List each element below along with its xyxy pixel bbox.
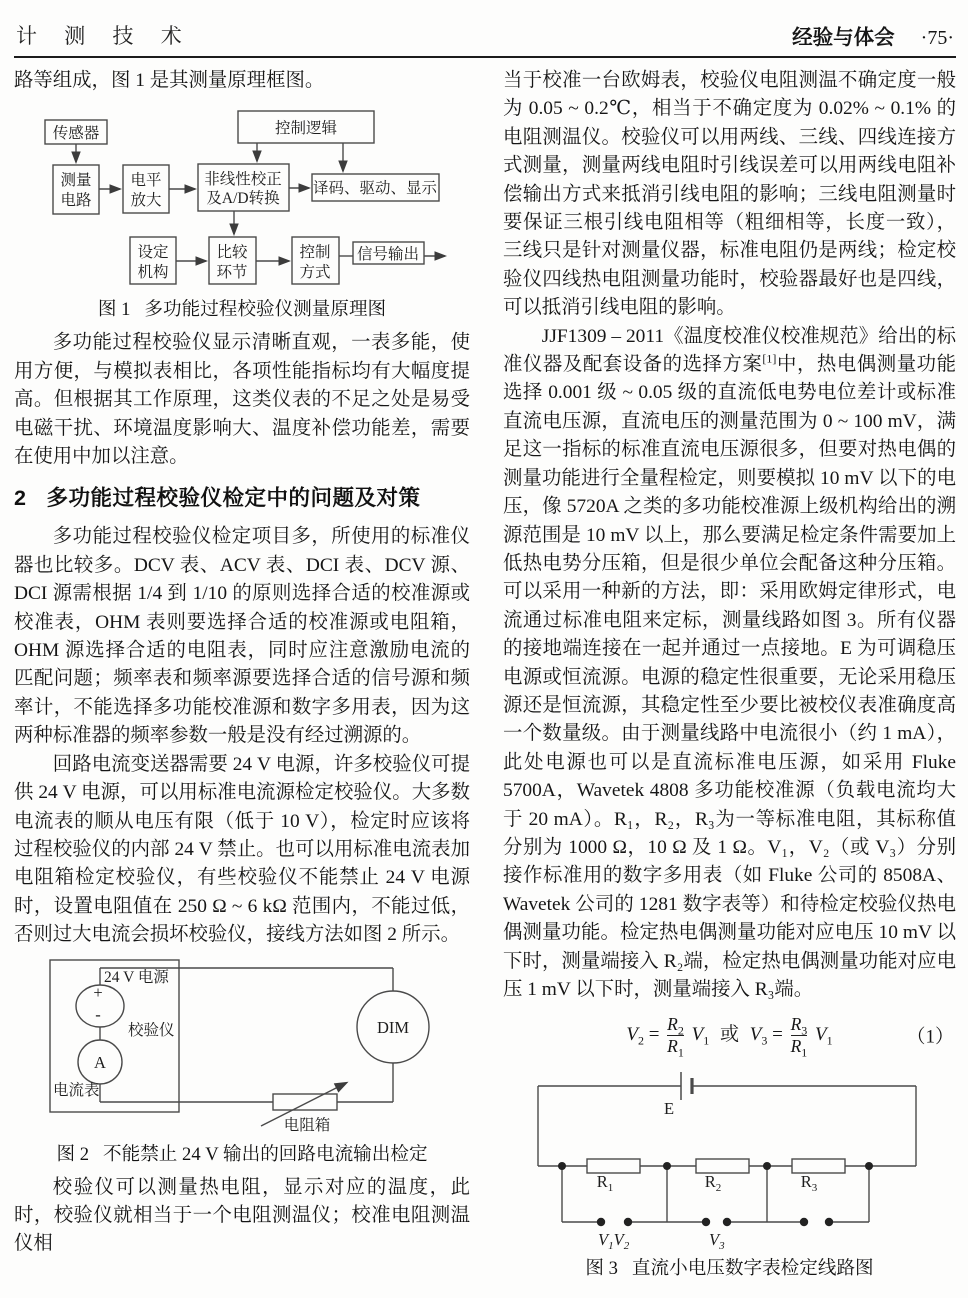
flow-label-control-mode: 控制方式: [299, 244, 331, 282]
terminal-dot: [723, 1218, 731, 1226]
paragraph-c: 回路电流变送器需要 24 V 电源，许多校验仪可提供 24 V 电源，可以用标准电流源检定校验仪。大多数电流表的顺从电压有限（低于 10 V），检定时应该将过程校验仪的内部 24 V 禁止。也可以用标准电流表加电阻箱检定校验仪，有些校验仪不能禁止 24 V 电源时，设置电阻值在 250 Ω ~ 6 kΩ 范围内，不能过低，否则过大电流会损坏校验仪，接线方法如图 2 所示。: [14, 753, 470, 946]
page-number: ·75·: [920, 27, 954, 49]
resistor-r3-symbol: [792, 1159, 845, 1173]
section-heading-text: 多功能过程校验仪检定中的问题及对策: [46, 486, 421, 511]
ammeter-symbol: A: [94, 1052, 106, 1072]
section-heading-2: [14, 481, 470, 512]
terminal-dot: [825, 1218, 833, 1226]
node-dot: [558, 1162, 566, 1170]
equation-1: [503, 1012, 956, 1058]
flow-label-nonlinear: 非线性校正及A/D转换: [204, 171, 282, 208]
citation-1: [1]: [762, 351, 777, 366]
label-resistance-box: 电阻箱: [283, 1116, 331, 1134]
flow-label-sensor: 传感器: [52, 125, 100, 143]
journal-title: 计 测 技 术: [16, 24, 193, 48]
paragraph-b: 多功能过程校验仪检定项目多，所使用的标准仪器也比较多。DCV 表、ACV 表、DCI 表、DCV 源、DCI 源需根据 1/4 到 1/10 的原则选择合适的校准源或校准表，OHM 表则要选择合适的校准源或电阻箱，OHM 源选择合适的电阻表，同时应注意激励电流的匹配问题；频率表和频率源要选择合适的信号源和频率计，不能选择多功能校准源和数字多用表，因为这两种标准器的频率参数一般是没有经过溯源的。: [14, 526, 470, 747]
plus-terminal-label: +: [93, 982, 103, 1002]
two-column-body: [14, 67, 956, 1288]
node-dot: [663, 1162, 671, 1170]
column-right: [503, 67, 956, 1288]
paragraph-continuation: 路等组成，图 1 是其测量原理框图。: [14, 70, 325, 91]
figure2-caption: 图 2 不能禁止 24 V 输出的回路电流输出检定: [56, 1143, 428, 1165]
minus-terminal-label: -: [95, 1004, 101, 1024]
flow-label-decode: 译码、驱动、显示: [312, 180, 438, 198]
terminal-dot: [597, 1218, 605, 1226]
figure1-diagram: [14, 101, 470, 293]
header-right: [792, 20, 954, 50]
flow-label-control-logic: 控制逻辑: [274, 120, 338, 138]
figure2: [14, 956, 470, 1166]
fraction-r3-r1: $\frac{R_3}{R_1}$: [790, 1013, 808, 1060]
page-header: [14, 14, 956, 58]
figure3-caption: 图 3 直流小电压数字表检定线路图: [585, 1258, 874, 1280]
flow-label-measure: 测量电路: [60, 172, 92, 210]
label-24v-supply: 24 V 电源: [104, 968, 169, 986]
section-number: 2: [14, 486, 27, 511]
resistor-box-symbol: [273, 1094, 337, 1110]
figure1: [14, 101, 470, 321]
label-r2: $R_2$: [704, 1172, 722, 1195]
node-dot: [763, 1162, 771, 1170]
label-v1v2: $V_1V_2$: [598, 1230, 630, 1253]
terminal-dot: [624, 1218, 632, 1226]
flow-label-amp: 电平放大: [130, 172, 162, 210]
figure2-diagram: [14, 956, 470, 1138]
label-v3: $V_3$: [709, 1230, 725, 1253]
label-r3: $R_3$: [800, 1172, 818, 1195]
figure3: [503, 1068, 956, 1280]
node-dot: [865, 1162, 873, 1170]
paragraph-d: 校验仪可以测量热电阻，显示对应的温度，此时，校验仪就相当于一个电阻测温仪；校准电阻测温仪相: [14, 1176, 470, 1255]
paragraph-e: 当于校准一台欧姆表，校验仪电阻测温不确定度一般为 0.05 ~ 0.2℃，相当于不确定度为 0.02% ~ 0.1% 的电阻测温仪。校验仪可以用两线、三线、四线连接方式测量，测量两线电阻时引线误差可以用两线电阻补偿输出方式来抵消引线电阻的影响；三线电阻测量时要保证三根引线电阻相等（粗细相等，长度一致），三线只是针对测量仪器，标准电阻仍是两线；检定校验仪四线热电阻测量功能时，校验器最好也是四线，可以抵消引线电阻的影响。: [503, 70, 956, 319]
label-ammeter: 电流表: [53, 1081, 100, 1099]
figure3-diagram: [503, 1068, 955, 1252]
label-calibrator: 校验仪: [128, 1021, 175, 1039]
label-r1: $R_1$: [596, 1172, 614, 1195]
equation-body: $V_2$ = $\frac{R_2}{R_1}$ $V_1$ 或 $V_3$ = $\frac{R_3}{R_1}$ $V_1$: [626, 1013, 833, 1060]
terminal-dot: [702, 1218, 710, 1226]
terminal-dot: [800, 1218, 808, 1226]
fraction-r2-r1: $\frac{R_2}{R_1}$: [667, 1013, 684, 1060]
label-source-e: E: [663, 1099, 675, 1119]
paragraph-a: 多功能过程校验仪显示清晰直观，一表多能，使用方便，与模拟表相比，各项性能指标均有大幅度提高。但根据其工作原理，这类仪表的不足之处是易受电磁干扰、环境温度影响大、温度补偿功能差，需要在使用中加以注意。: [14, 332, 470, 468]
paragraph-f-after: 中，热电偶测量功能选择 0.001 级 ~ 0.05 级的直流低电势电位差计或标准直流电压源，直流电压的测量范围为 0 ~ 100 mV，满足这一指标的标准直流电压源很多，但要对热电偶的测量功能进行全量程检定，则要模拟 10 mV 以下的电压，像 5720A 之类的多功能校准源上级机构给出的溯源范围是 10 mV 以上，那么要满足检定条件需要加上低热电势分压箱，但是很少单位会配备这种分压箱。可以采用一种新的方法，即：采用欧姆定律形式，电流通过标准电阻来定标，测量线路如图 3。所有仪器的接地端连接在一起并通过一点接地。E 为可调稳压电源或恒流源。电源的稳定性很重要，无论采用稳压源还是恒流源，其稳定性至少要比被校仪表准确度高一个数量级。由于测量线路中电流很小（约 1 mA），此处电源也可以是直流标准电压源，如采用 Fluke 5700A，Wavetek 4808 多功能校准源（负载电流均大于 20 mA）。R₁，R₂，R₃为一等标准电阻，其标称值分别为 1000 Ω，10 Ω 及 1 Ω。V₁，V₂（或 V₃）分别接作标准用的数字多用表（如 Fluke 公司的 8508A、Wavetek 公司的 1281 数字表等）和待检定校验仪热电偶测量功能。检定热电偶测量功能对应电压 10 mV 以下时，测量端接入 R₂端，检定热电偶测量功能对应电压 1 mV 以下时，测量端接入 R₃端。: [503, 354, 957, 1000]
figure1-caption: 图 1 多功能过程校验仪测量原理图: [97, 299, 387, 321]
section-title: 经验与体会: [792, 26, 895, 49]
paragraph-f: [503, 323, 956, 1005]
resistor-r1-symbol: [587, 1159, 640, 1173]
label-dim: DIM: [376, 1017, 410, 1037]
flow-label-setting: 设定机构: [137, 244, 169, 282]
flow-label-compare: 比较环节: [216, 244, 248, 282]
flow-label-signal-output: 信号输出: [356, 246, 420, 264]
paragraph-f-before: JJF1309 – 2011《温度校准仪校准规范》给出的标准仪器及配套设备的选择方案: [503, 325, 956, 376]
column-left: [14, 67, 470, 1288]
resistor-r2-symbol: [696, 1159, 749, 1173]
equation-number: （1）: [906, 1026, 954, 1048]
